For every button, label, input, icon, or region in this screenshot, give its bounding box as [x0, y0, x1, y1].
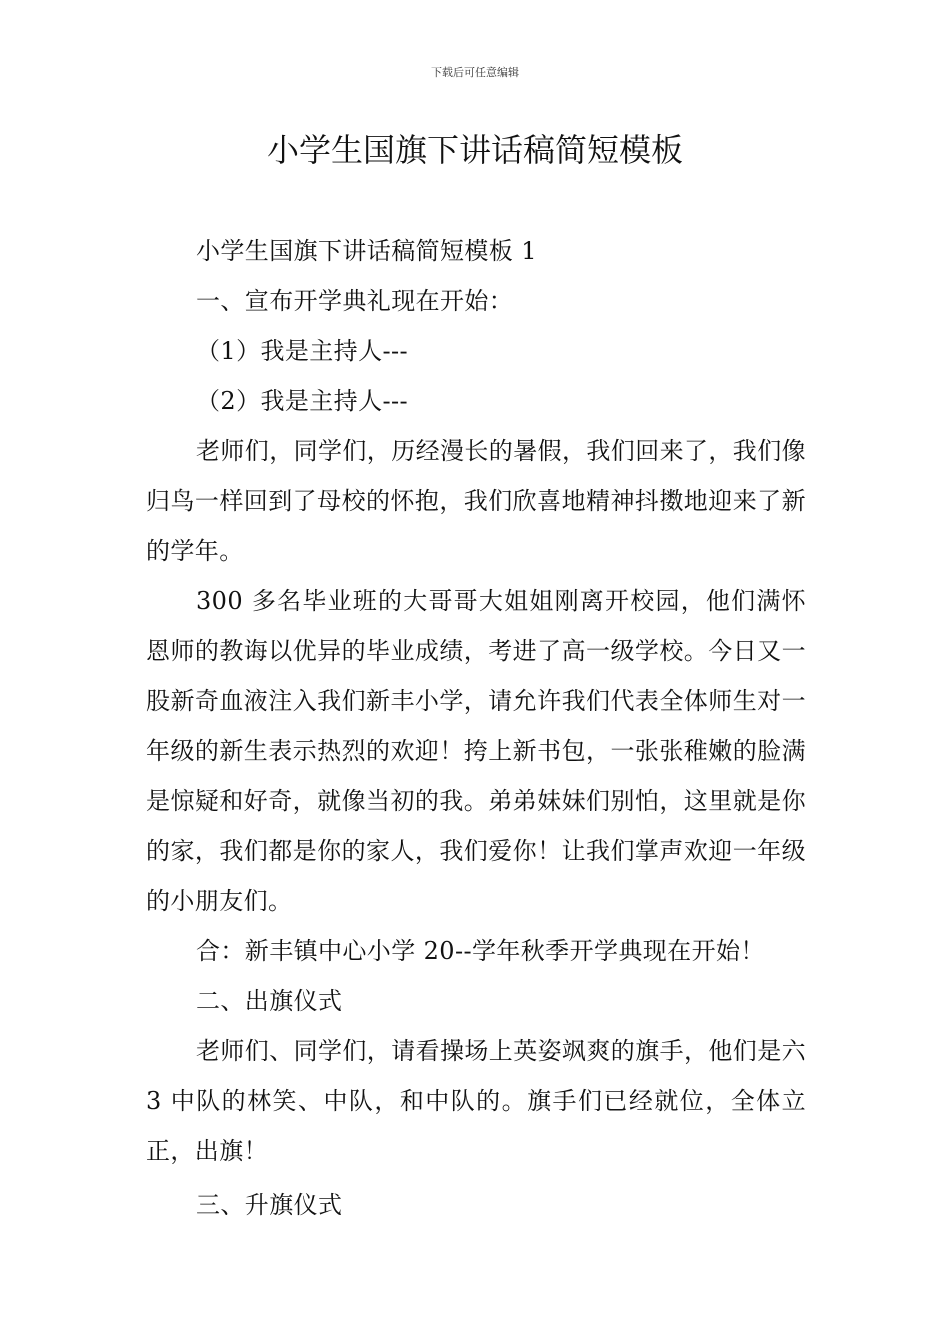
- paragraph-subtitle: 小学生国旗下讲话稿简短模板 1: [196, 237, 537, 265]
- paragraph-welcome: 老师们，同学们，历经漫长的暑假，我们回来了，我们像归鸟一样回到了母校的怀抱，我们欣喜地精神抖擞地迎来了新的学年。: [146, 437, 806, 565]
- paragraph-section-3: 三、升旗仪式: [196, 1191, 343, 1219]
- paragraph-section-2: 二、出旗仪式: [196, 987, 343, 1015]
- paragraph-host-1: （1）我是主持人---: [196, 337, 408, 365]
- paragraph-opening: 合：新丰镇中心小学 20--学年秋季开学典现在开始！: [196, 937, 765, 965]
- document-title: 小学生国旗下讲话稿简短模板: [266, 131, 683, 169]
- paragraph-flag-bearers: 老师们、同学们，请看操场上英姿飒爽的旗手，他们是六 3 中队的林笑、中队，和中队的。旗手们已经就位，全体立正，出旗！: [146, 1037, 806, 1165]
- paragraph-graduates: 300 多名毕业班的大哥哥大姐姐刚离开校园，他们满怀恩师的教诲以优异的毕业成绩，考进了高一级学校。今日又一股新奇血液注入我们新丰小学，请允许我们代表全体师生对一年级的新生表示热烈的欢迎！挎上新书包，一张张稚嫩的脸满是惊疑和好奇，就像当初的我。弟弟妹妹们别怕，这里就是你的家，我们都是你的家人，我们爱你！让我们掌声欢迎一年级的小朋友们。: [146, 587, 806, 915]
- paragraph-section-1: 一、宣布开学典礼现在开始：: [196, 287, 514, 315]
- header-note: 下载后可任意编辑: [431, 66, 519, 79]
- paragraph-host-2: （2）我是主持人---: [196, 387, 408, 415]
- document-body: [146, 226, 806, 1230]
